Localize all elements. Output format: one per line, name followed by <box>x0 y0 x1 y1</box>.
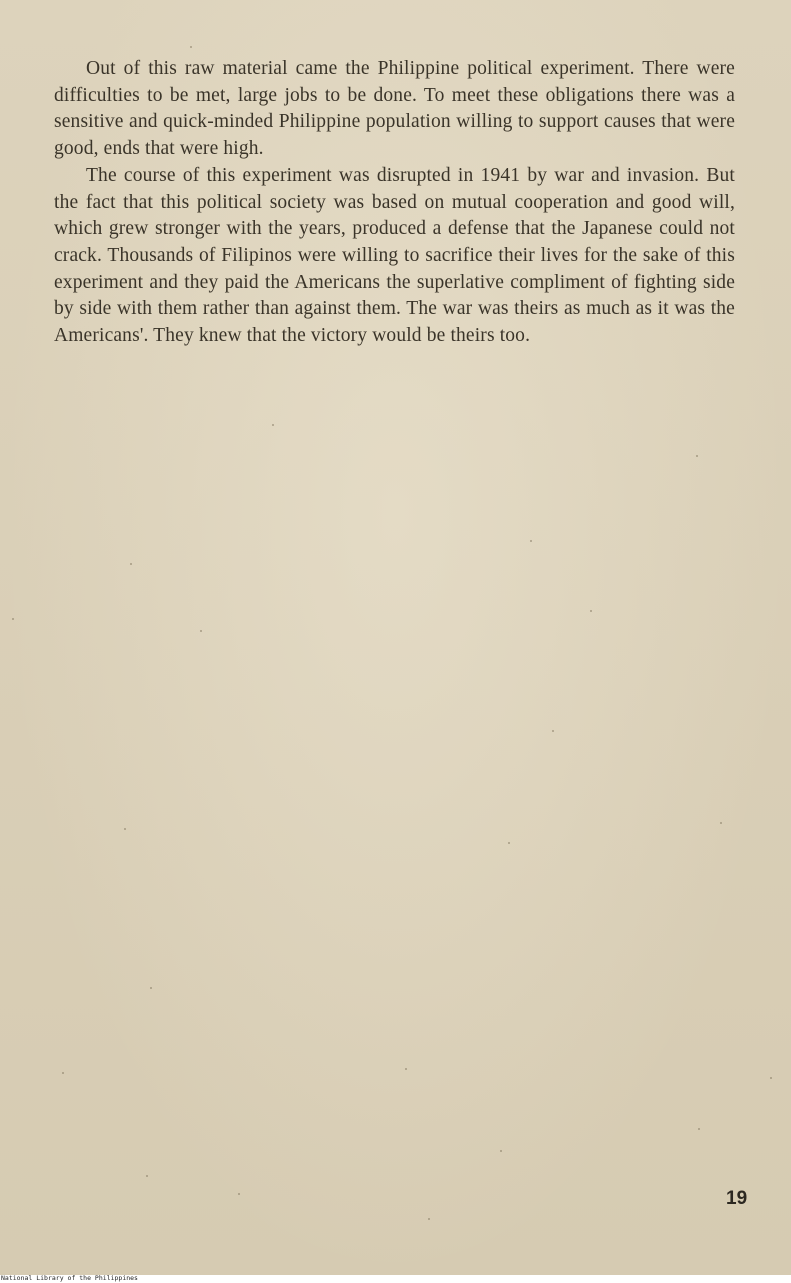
paragraph-1: Out of this raw material came the Philippine political experiment. There were difficulties to be met, large jobs to be done. To meet these obligations there was a sensitive and quick-minded Philippine population willing to support causes that were good, ends that were high. <box>54 58 735 160</box>
footer-bar <box>0 1275 791 1283</box>
paper-speck <box>124 828 126 830</box>
paper-speck <box>698 1128 700 1130</box>
paper-speck <box>272 424 274 426</box>
paper-speck <box>150 987 152 989</box>
paper-speck <box>405 1068 407 1070</box>
page-number: 19 <box>726 1188 748 1209</box>
paper-speck <box>146 1175 148 1177</box>
paper-speck <box>720 822 722 824</box>
paper-speck <box>428 1218 430 1220</box>
paper-speck <box>770 1077 772 1079</box>
paper-speck <box>552 730 554 732</box>
paper-speck <box>200 630 202 632</box>
paper-speck <box>130 563 132 565</box>
body-text <box>54 56 735 350</box>
paper-speck <box>190 46 192 48</box>
paper-speck <box>530 540 532 542</box>
paragraph-2: The course of this experiment was disrupted in 1941 by war and invasion. But the fact that this political society was based on mutual cooperation and good will, which grew stronger with the years, produced a defense that the Japanese could not crack. Thousands of Filipinos were willing to sacrifice their lives for the sake of this experiment and they paid the Americans the superlative compliment of fighting side by side with them rather than against them. The war was theirs as much as it was the Americans'. They knew that the victory would be theirs too. <box>54 164 735 347</box>
paper-speck <box>12 618 14 620</box>
library-attribution: National Library of the Philippines <box>1 1274 138 1282</box>
paper-speck <box>500 1150 502 1152</box>
paper-speck <box>696 455 698 457</box>
paper-speck <box>238 1193 240 1195</box>
paper-speck <box>590 610 592 612</box>
paper-speck <box>508 842 510 844</box>
paper-speck <box>62 1072 64 1074</box>
